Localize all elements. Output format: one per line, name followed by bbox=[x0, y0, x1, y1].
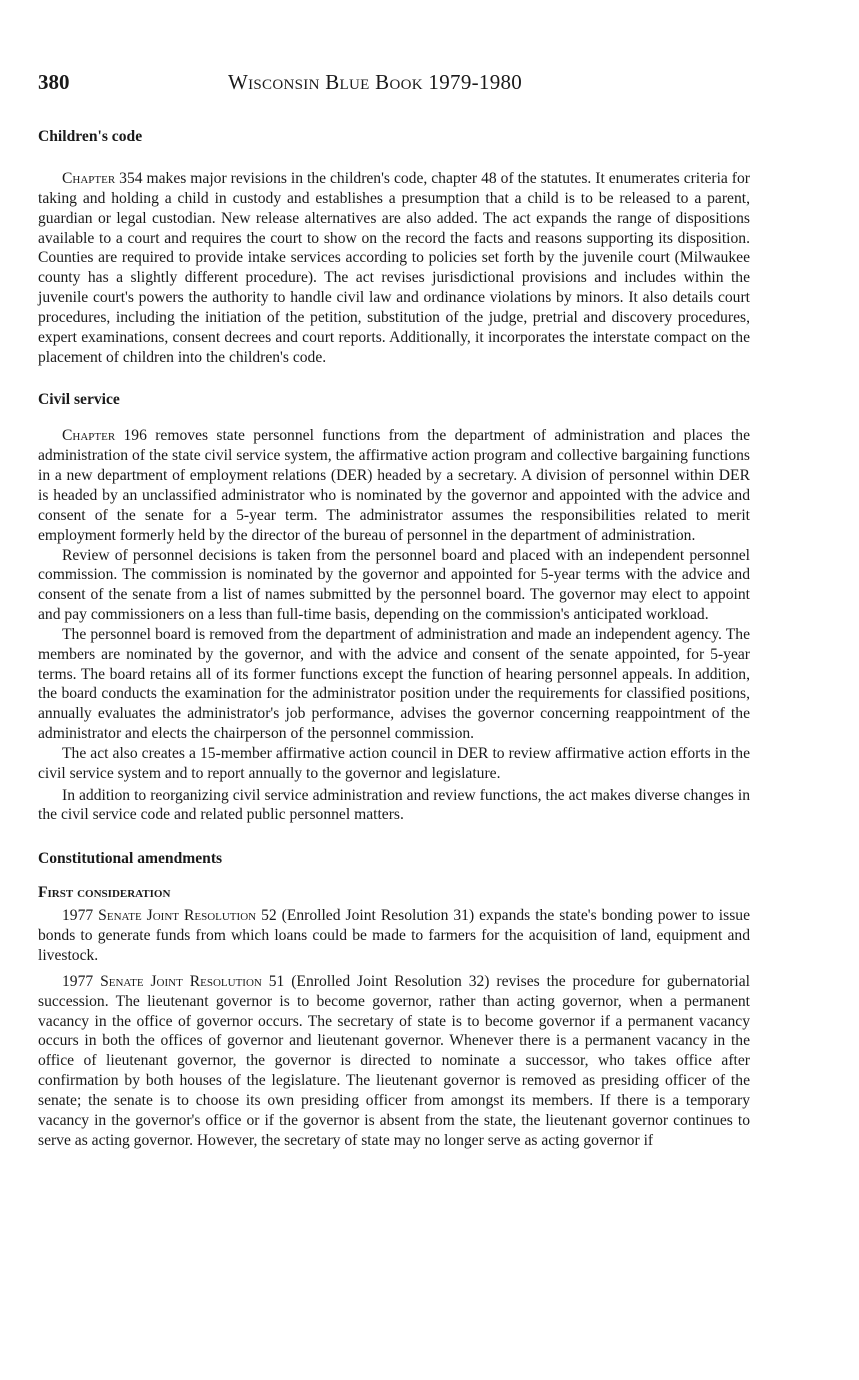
page-number: 380 bbox=[38, 70, 70, 94]
paragraph-reorganization: In addition to reorganizing civil service administration and review functions, the act makes diverse changes in the civil service code and related public personnel matters. bbox=[38, 786, 750, 824]
resolution-lead: Senate Joint Resolution bbox=[98, 907, 257, 925]
running-title: Wisconsin Blue Book 1979-1980 bbox=[228, 70, 523, 94]
paragraph-sjr-52 bbox=[38, 906, 750, 966]
section-heading-childrens-code: Children's code bbox=[38, 128, 143, 145]
paragraph-affirmative-action-council: The act also creates a 15-member affirmative action council in DER to review affirmative action efforts in the civil service system and to report annually to the governor and legislature. bbox=[38, 744, 750, 782]
paragraph-text: 196 removes state personnel functions from the department of administration and places the administration of the state civil service system, the affirmative action program and collective bargaining functions in a new department of employment relations (DER) headed by a secretary. A division of personnel within DER is headed by an unclassified administrator who is nominated by the governor and appointed with the advice and consent of the senate for a 5-year term. The administrator assumes the responsibilities related to merit employment formerly held by the director of the bureau of personnel in the department of administration. bbox=[38, 427, 750, 544]
resolution-lead: Senate Joint Resolution bbox=[100, 972, 262, 990]
paragraph-text: 52 (Enrolled Joint Resolution 31) expands the state's bonding power to issue bonds to generate funds from which loans could be made to farmers for the acquisition of land, equipment and livestock. bbox=[38, 907, 750, 964]
paragraph-sjr-51 bbox=[38, 972, 750, 1151]
section-heading-constitutional-amendments: Constitutional amendments bbox=[38, 850, 223, 868]
running-head bbox=[38, 70, 750, 98]
paragraph-text: 51 (Enrolled Joint Resolution 32) revises the procedure for gubernatorial succession. The lieutenant governor is to become governor, rather than acting governor, when a permanent vacancy in the office of governor occurs. The secretary of state is to become governor if a permanent vacancy occurs in both the offices of governor and lieutenant governor. Whenever there is a permanent vacancy in the office of lieutenant governor, the governor is directed to nominate a successor, who takes office after confirmation by both houses of the legislature. The lieutenant governor is removed as presiding officer of the senate; the senate is to choose its own presiding officer from amongst its members. If there is a temporary vacancy in the governor's office or if the governor is absent from the state, the lieutenant governor continues to serve as acting governor. However, the secretary of state may no longer serve as acting governor if bbox=[38, 972, 750, 1149]
chapter-lead: Chapter bbox=[62, 427, 116, 445]
paragraph-text: 354 makes major revisions in the children's code, chapter 48 of the statutes. It enumerates criteria for taking and holding a child in custody and establishes a presumption that a child is to be released to a parent, guardian or legal custodian. New release alternatives are also added. The act expands the range of dispositions available to a court and requires the court to show on the record the facts and reasons supporting its disposition. Counties are required to provide intake services according to policies set forth by the juvenile court (Milwaukee county has a slightly different procedure). The act revises jurisdictional provisions and includes within the juvenile court's powers the authority to handle civil law and ordinance violations by minors. It also details court procedures, including the initiation of the petition, substitution of the judge, pretrial and discovery procedures, expert examinations, consent decrees and court reports. Additionally, it incorporates the interstate compact on the placement of children into the children's code. bbox=[38, 170, 750, 366]
paragraph-personnel-review: Review of personnel decisions is taken from the personnel board and placed with an independent personnel commission. The commission is nominated by the governor and appointed for 5-year terms with the advice and consent of the senate from a list of names submitted by the personnel board. The governor may elect to appoint and pay commissioners on a less than full-time basis, depending on the commission's anticipated workload. bbox=[38, 546, 750, 624]
paragraph-chapter-196 bbox=[38, 426, 750, 545]
resolution-year: 1977 bbox=[62, 907, 99, 925]
paragraph-personnel-board: The personnel board is removed from the department of administration and made an independent agency. The members are nominated by the governor, and with the advice and consent of the senate appointed, for 5-year terms. The board retains all of its former functions except the function of hearing personnel appeals. In addition, the board conducts the examination for the administrator position under the requirements for classified positions, annually evaluates the administrator's job performance, advises the governor concerning reappointment of the administrator and elects the chairperson of the personnel commission. bbox=[38, 625, 750, 743]
paragraph-chapter-354 bbox=[38, 169, 750, 367]
subheading-first-consideration: First consideration bbox=[38, 884, 171, 902]
resolution-year: 1977 bbox=[62, 972, 101, 990]
chapter-lead: Chapter bbox=[62, 170, 116, 187]
page-content bbox=[38, 122, 750, 1150]
section-heading-civil-service: Civil service bbox=[38, 391, 120, 409]
